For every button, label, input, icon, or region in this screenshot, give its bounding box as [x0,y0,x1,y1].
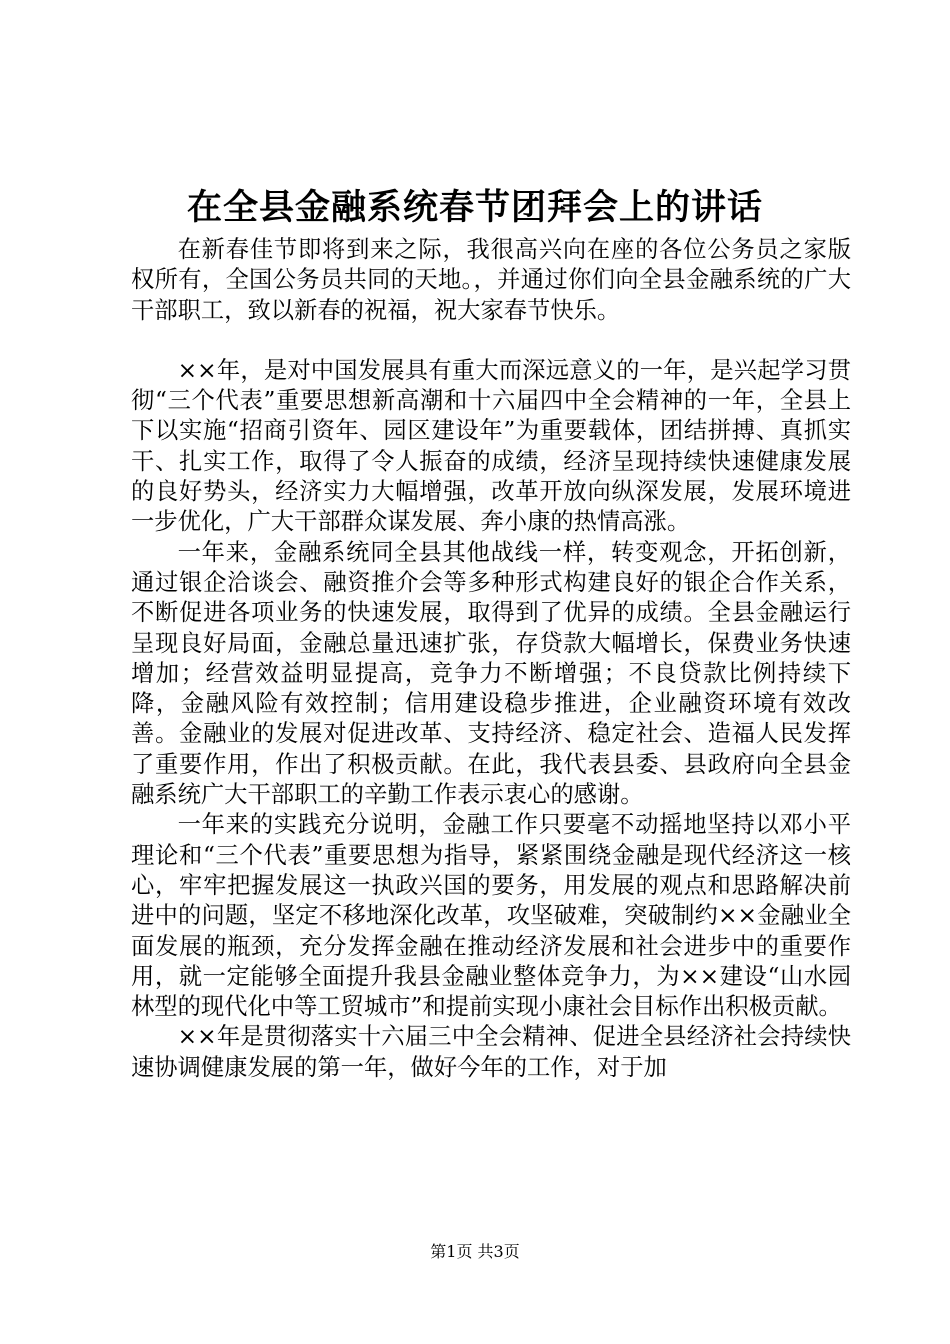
document-body [131,235,851,1083]
paragraph: ××年是贯彻落实十六届三中全会精神、促进全县经济社会持续快速协调健康发展的第一年，做好今年的工作，对于加 [131,1023,851,1081]
document-title: 在全县金融系统春节团拜会上的讲话 [186,187,763,228]
paragraph: 一年来，金融系统同全县其他战线一样，转变观念，开拓创新，通过银企洽谈会、融资推介会等多种形式构建良好的银企合作关系，不断促进各项业务的快速发展，取得到了优异的成绩。全县金融运行呈现良好局面，金融总量迅速扩张，存贷款大幅增长，保费业务快速增加；经营效益明显提高，竞争力不断增强；不良贷款比例持续下降，金融风险有效控制；信用建设稳步推进，企业融资环境有效改善。金融业的发展对促进改革、支持经济、稳定社会、造福人民发挥了重要作用，作出了积极贡献。在此，我代表县委、县政府向全县金融系统广大干部职工的辛勤工作表示衷心的感谢。 [131,538,851,809]
page-number-footer: 第1页 共3页 [430,1242,520,1261]
paragraph: 一年来的实践充分说明，金融工作只要毫不动摇地坚持以邓小平理论和“三个代表”重要思想为指导，紧紧围绕金融是现代经济这一核心，牢牢把握发展这一执政兴国的要务，用发展的观点和思路解决前进中的问题，坚定不移地深化改革，攻坚破难，突破制约××金融业全面发展的瓶颈，充分发挥金融在推动经济发展和社会进步中的重要作用，就一定能够全面提升我县金融业整体竞争力，为××建设“山水园林型的现代化中等工贸城市”和提前实现小康社会目标作出积极贡献。 [131,811,851,1021]
paragraph: ××年，是对中国发展具有重大而深远意义的一年，是兴起学习贯彻“三个代表”重要思想新高潮和十六届四中全会精神的一年，全县上下以实施“招商引资年、园区建设年”为重要载体，团结拼搏、真抓实干、扎实工作，取得了令人振奋的成绩，经济呈现持续快速健康发展的良好势头，经济实力大幅增强，改革开放向纵深发展，发展环境进一步优化，广大干部群众谋发展、奔小康的热情高涨。 [131,356,851,536]
paragraph: 在新春佳节即将到来之际，我很高兴向在座的各位公务员之家版权所有，全国公务员共同的天地。，并通过你们向全县金融系统的广大干部职工，致以新春的祝福，祝大家春节快乐。 [131,236,851,324]
